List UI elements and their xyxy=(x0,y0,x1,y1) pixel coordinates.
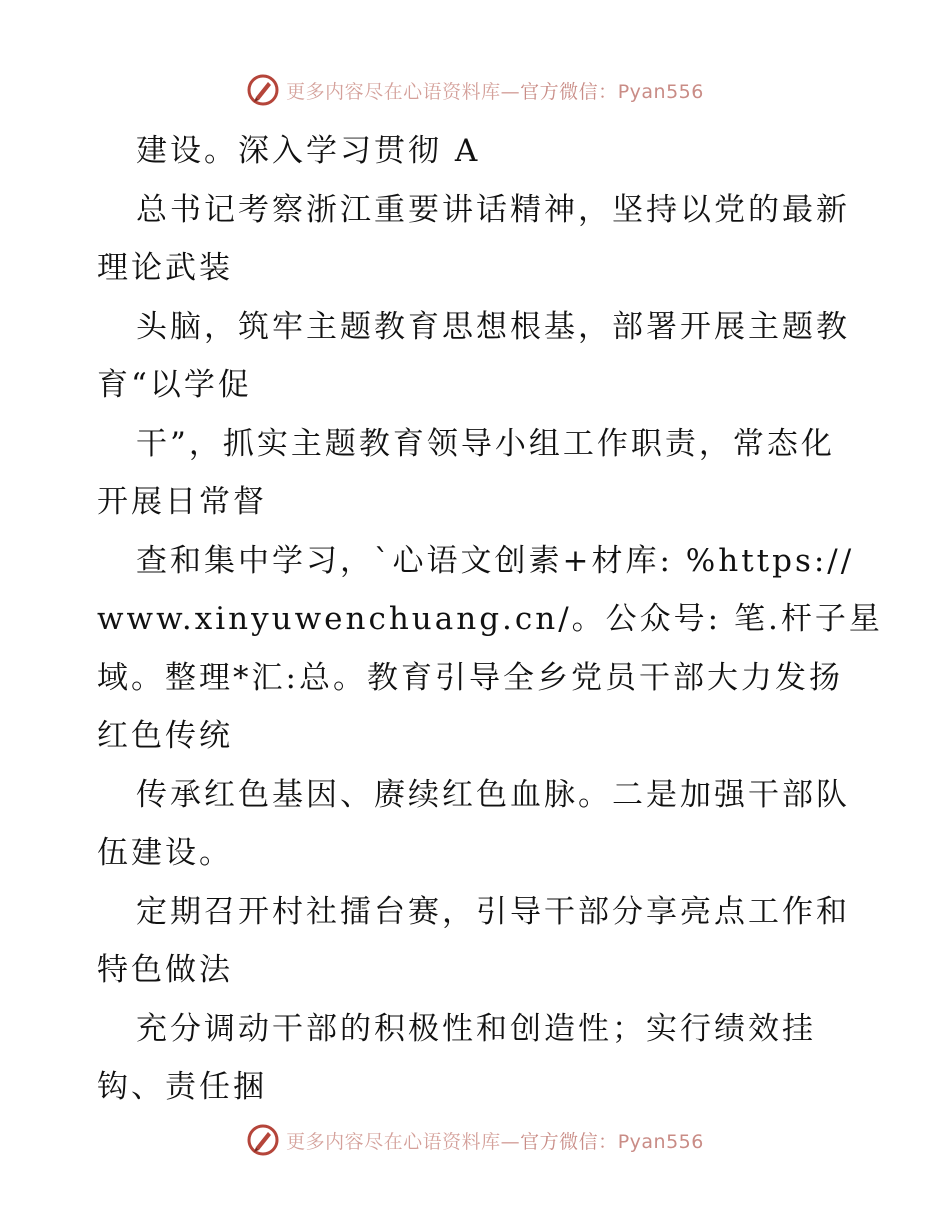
text-line: 红色传统 xyxy=(97,718,233,754)
watermark-text: 更多内容尽在心语资料库—官方微信：Pyan556 xyxy=(286,1130,704,1153)
watermark-text: 更多内容尽在心语资料库—官方微信：Pyan556 xyxy=(286,80,704,103)
text-line: 理论武装 xyxy=(97,250,233,286)
text-line: 建设。深入学习贯彻 A xyxy=(136,133,481,169)
text-line: 传承红色基因、赓续红色血脉。二是加强干部队 xyxy=(136,776,850,813)
text-line: www.xinyuwenchuang.cn/。公众号: 笔.杆子星 xyxy=(97,601,883,637)
text-line: 域。整理*汇:总。教育引导全乡党员干部大力发扬 xyxy=(97,659,843,696)
text-line: 查和集中学习，`心语文创素+材库: %https:// xyxy=(136,542,855,579)
text-line: 开展日常督 xyxy=(97,484,267,520)
pen-logo-icon xyxy=(246,1123,280,1157)
text-line: 定期召开村社擂台赛，引导干部分享亮点工作和 xyxy=(136,893,850,930)
text-line: 育“以学促 xyxy=(97,367,252,403)
text-line: 钩、责任捆 xyxy=(97,1069,267,1105)
header-watermark xyxy=(0,70,950,110)
text-line: 充分调动干部的积极性和创造性；实行绩效挂 xyxy=(136,1010,816,1047)
text-line: 总书记考察浙江重要讲话精神，坚持以党的最新 xyxy=(136,191,850,228)
pen-logo-icon xyxy=(246,73,280,107)
text-line: 干”，抓实主题教育领导小组工作职责，常态化 xyxy=(136,425,835,462)
text-line: 伍建设。 xyxy=(97,835,233,871)
footer-watermark xyxy=(0,1120,950,1160)
text-line: 头脑，筑牢主题教育思想根基，部署开展主题教 xyxy=(136,308,850,345)
document-body xyxy=(97,122,883,1117)
text-line: 特色做法 xyxy=(97,952,233,988)
